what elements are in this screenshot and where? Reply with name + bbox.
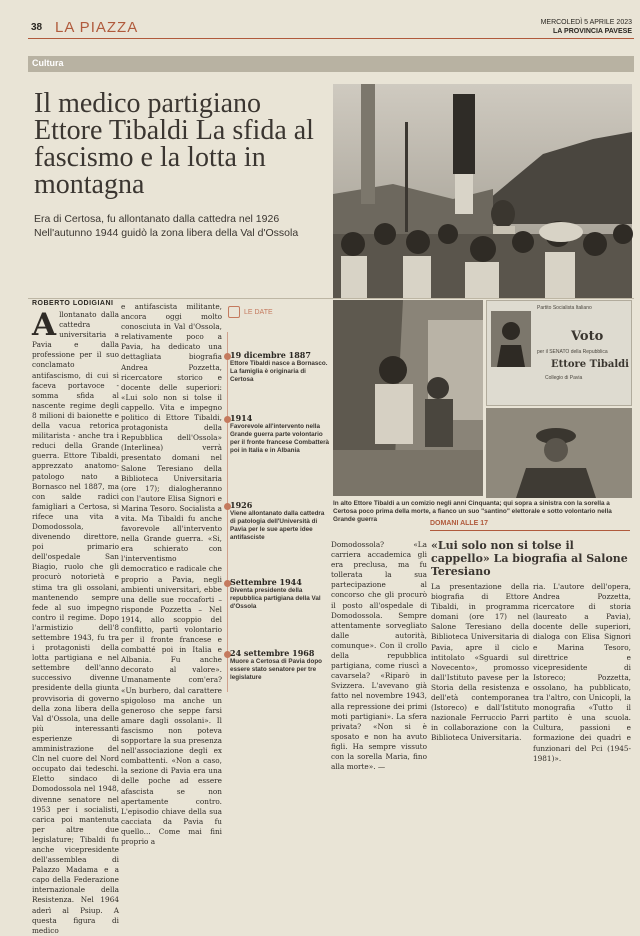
timeline-text: Muore a Certosa di Pavia dopo essere stato senatore per tre legislature	[230, 658, 323, 682]
card-district: Collegio di Pavia	[545, 375, 583, 381]
card-party: Partito Socialista Italiano	[537, 305, 592, 311]
timeline-text: Favorevole all'intervento nella Grande guerra parte volontario per il fronte francese Combatterà poi in Italia e in Albania	[230, 423, 330, 455]
date-text: MERCOLEDÌ 5 APRILE 2023	[540, 19, 632, 26]
section-brand: LA PIAZZA	[55, 19, 139, 36]
soldier-photo	[486, 408, 632, 498]
timeline-text: Diventa presidente della repubblica partigiana della Val d'Ossola	[230, 587, 321, 611]
timeline-text: Viene allontanato dalla cattedra di patologia dell'Università di Pavia per le sue aperte idee antifasciste	[230, 510, 325, 542]
event-column-2: ria. L'autore dell'opera, Andrea Pozzetta, ricercatore di storia (laureato a Pavia), docente delle superiori, dialoga con Elisa Signori e Marina Tesoro, direttrice e vicepresidente di Istoreco; Pozzetta, ossolano, ha pubblicato, tra l'altro, con Unicopli, la monografia «Tutto il partito è una scuola. Cultura, passioni e formazione dei quadri e funzionari del Pci (1945-1981)».	[533, 582, 631, 763]
calendar-icon	[228, 306, 240, 318]
section-band	[28, 56, 634, 72]
timeline-year: 24 settembre 1968	[230, 648, 315, 658]
article-column-2: e antifascista militante, ancora oggi molto conosciuta in Val d'Ossola, relativamente poco a Pavia, ha dedicato una dettagliata biografia Andrea Pozzetta, ricercatore storico e docente delle superiori: «Lui solo non si tolse il cappello. Vita e impegno politico di Ettore Tibaldi, protagonista della Repubblica dell'Ossola» (Interlinea) verrà presentato domani nel Salone Teresiano della Biblioteca Universitaria (ore 17); dialogheranno con l'autore Elisa Signori e Marina Tesoro. Socialista a vita. Ma Tibaldi fu anche favorevole all'intervento nella Grande guerra. «Si, era schierato con l'interventismo democratico e radicale che proprio a Pavia, negli ambienti universitari, ebbe una delle sue roccaforti – risponde Pozzetta – Nel 1914, allo scoppio del conflitto, partì volontario per il fronte francese e combatté poi in Italia e Albania. Fu anche decorato al valore». Umanamente com'era? «Un burbero, dal carattere spigoloso ma anche un generoso che seppe farsi amare dagli ossolani». Il fascismo non poteva sopportare la sua presenza nell'associazione degli ex combattenti. «Non a caso, la sezione di Pavia era una delle poche ad essere afascista se non apertamente contro. L'episodio chiave della sua cacciata da Pavia fu quello... Come mai fini proprio a	[121, 302, 222, 846]
event-rule	[430, 530, 630, 531]
timeline-year: Settembre 1944	[230, 577, 302, 587]
timeline-item	[230, 648, 330, 682]
card-portrait	[491, 311, 531, 367]
event-label: DOMANI ALLE 17	[430, 520, 489, 527]
timeline-header	[228, 306, 273, 318]
photo-caption: In alto Ettore Tibaldi a un comizio negli anni Cinquanta; qui sopra a sinistra con la sorella a Certosa poco prima della morte, a fianco un suo "santino" elettorale e sotto volontario nella Grande guerra	[333, 500, 612, 524]
article-column-1	[32, 307, 119, 935]
rally-photo	[333, 84, 632, 298]
card-line: per il SENATO della Repubblica	[537, 349, 608, 355]
newspaper-name: LA PROVINCIA PAVESE	[553, 28, 632, 35]
timeline-item	[230, 577, 330, 611]
event-title: «Lui solo non si tolse il cappello» La biografia al Salone Teresiano	[431, 539, 628, 578]
column-1-text: llontanato dalla cattedra universitaria a Pavia e dalla professione per il suo conclamato antifascismo, di cui si faceva portavoce - somma sfida al nascente regime degli 8 milioni di baionette e della vacua retorica militarista - anche tra i reduci della Grande guerra. Ettore Tibaldi, apprezzato anatomo-patologo nato a Bornasco nel 1887, ma con salde radici famigliari a Certosa, si rifece una vita a Domodossola, divenendo direttore, poi primario dell'ospedale San Biagio, ruolo che gli procurò notorietà e stima tra gli ossolani, mantenendo sempre fede al suo impegno contro il regime. Dopo l'armistizio dell'8 settembre 1943, fu tra i protagonisti della lotta partigiana e nel settembre dell'anno successivo divenne presidente della giunta provvisoria di governo della zona libera della Val d'Ossola, una delle più interessanti esperienze di amministrazione del Cln nel cuore del Nord occupato dai tedeschi. Eletto sindaco di Domodossola nel 1948, divenne senatore nel 1953 per i socialisti, carica poi mantenuta per altre due legislature; Tibaldi fu anche vicepresidente dell'assemblea di Palazzo Madama e a capo della Federazione internazionale della Resistenza. Nel 1964 aderì al Psiup. A questa figura di medico	[32, 310, 119, 935]
timeline-label: LE DATE	[244, 308, 273, 316]
timeline-year: 1914	[230, 413, 253, 423]
dropcap: A	[32, 307, 57, 343]
timeline-item	[230, 500, 330, 542]
issue-date	[541, 18, 632, 36]
article-column-4: Domodossola? «La carriera accademica gli era preclusa, ma fu tollerata la sua partecipazione al concorso che gli procurò il posto all'ospedale di Domodossola. Sempre attentamente sorvegliato dalle autorità, comunque». Con il crollo della repubblica partigiana, come riuscì a cavarsela? «Riparò in Svizzera. L'avevano già fatto nel novembre 1943, alla repressione dei primi moti partigiani». La sfera privata? «Non si è sposato e non ha avuto figli. Ha sempre vissuto con la sorella Maria, fino alla morte». —	[331, 540, 427, 772]
timeline-item	[230, 413, 330, 455]
section-divider	[28, 298, 634, 299]
election-card	[486, 300, 632, 406]
byline: ROBERTO LODIGIANI	[32, 300, 114, 307]
card-vote: Voto	[571, 329, 604, 344]
section-label: Cultura	[32, 58, 64, 68]
page-title: Il medico partigiano Ettore Tibaldi La sfida al fascismo e la lotta in montagna	[34, 88, 314, 200]
timeline-year: 1926	[230, 500, 253, 510]
timeline-line	[227, 332, 228, 692]
event-column-1: La presentazione della biografia di Ettore Tibaldi, in programma domani (ore 17) nel Salone Teresiano della Biblioteca Universitaria di Pavia, apre il ciclo intitolato «Sguardi sul Novecento», promosso dall'Istituto pavese per la Storia della resistenza e dell'età contemporanea (Istoreco) e dall'Istituto nazionale Ferruccio Parri in collaborazione con la Biblioteca Universitaria.	[431, 582, 529, 743]
timeline-text: Ettore Tibaldi nasce a Bornasco. La famiglia è originaria di Certosa	[230, 360, 328, 384]
header-rule	[28, 38, 634, 39]
page-number: 38	[31, 22, 43, 33]
subtitle: Era di Certosa, fu allontanato dalla cattedra nel 1926 Nell'autunno 1944 guidò la zona libera della Val d'Ossola	[34, 213, 299, 239]
sister-photo	[333, 300, 483, 496]
card-name: Ettore Tibaldi	[551, 359, 629, 370]
timeline-year: 19 dicembre 1887	[230, 350, 311, 360]
timeline-item	[230, 350, 330, 384]
